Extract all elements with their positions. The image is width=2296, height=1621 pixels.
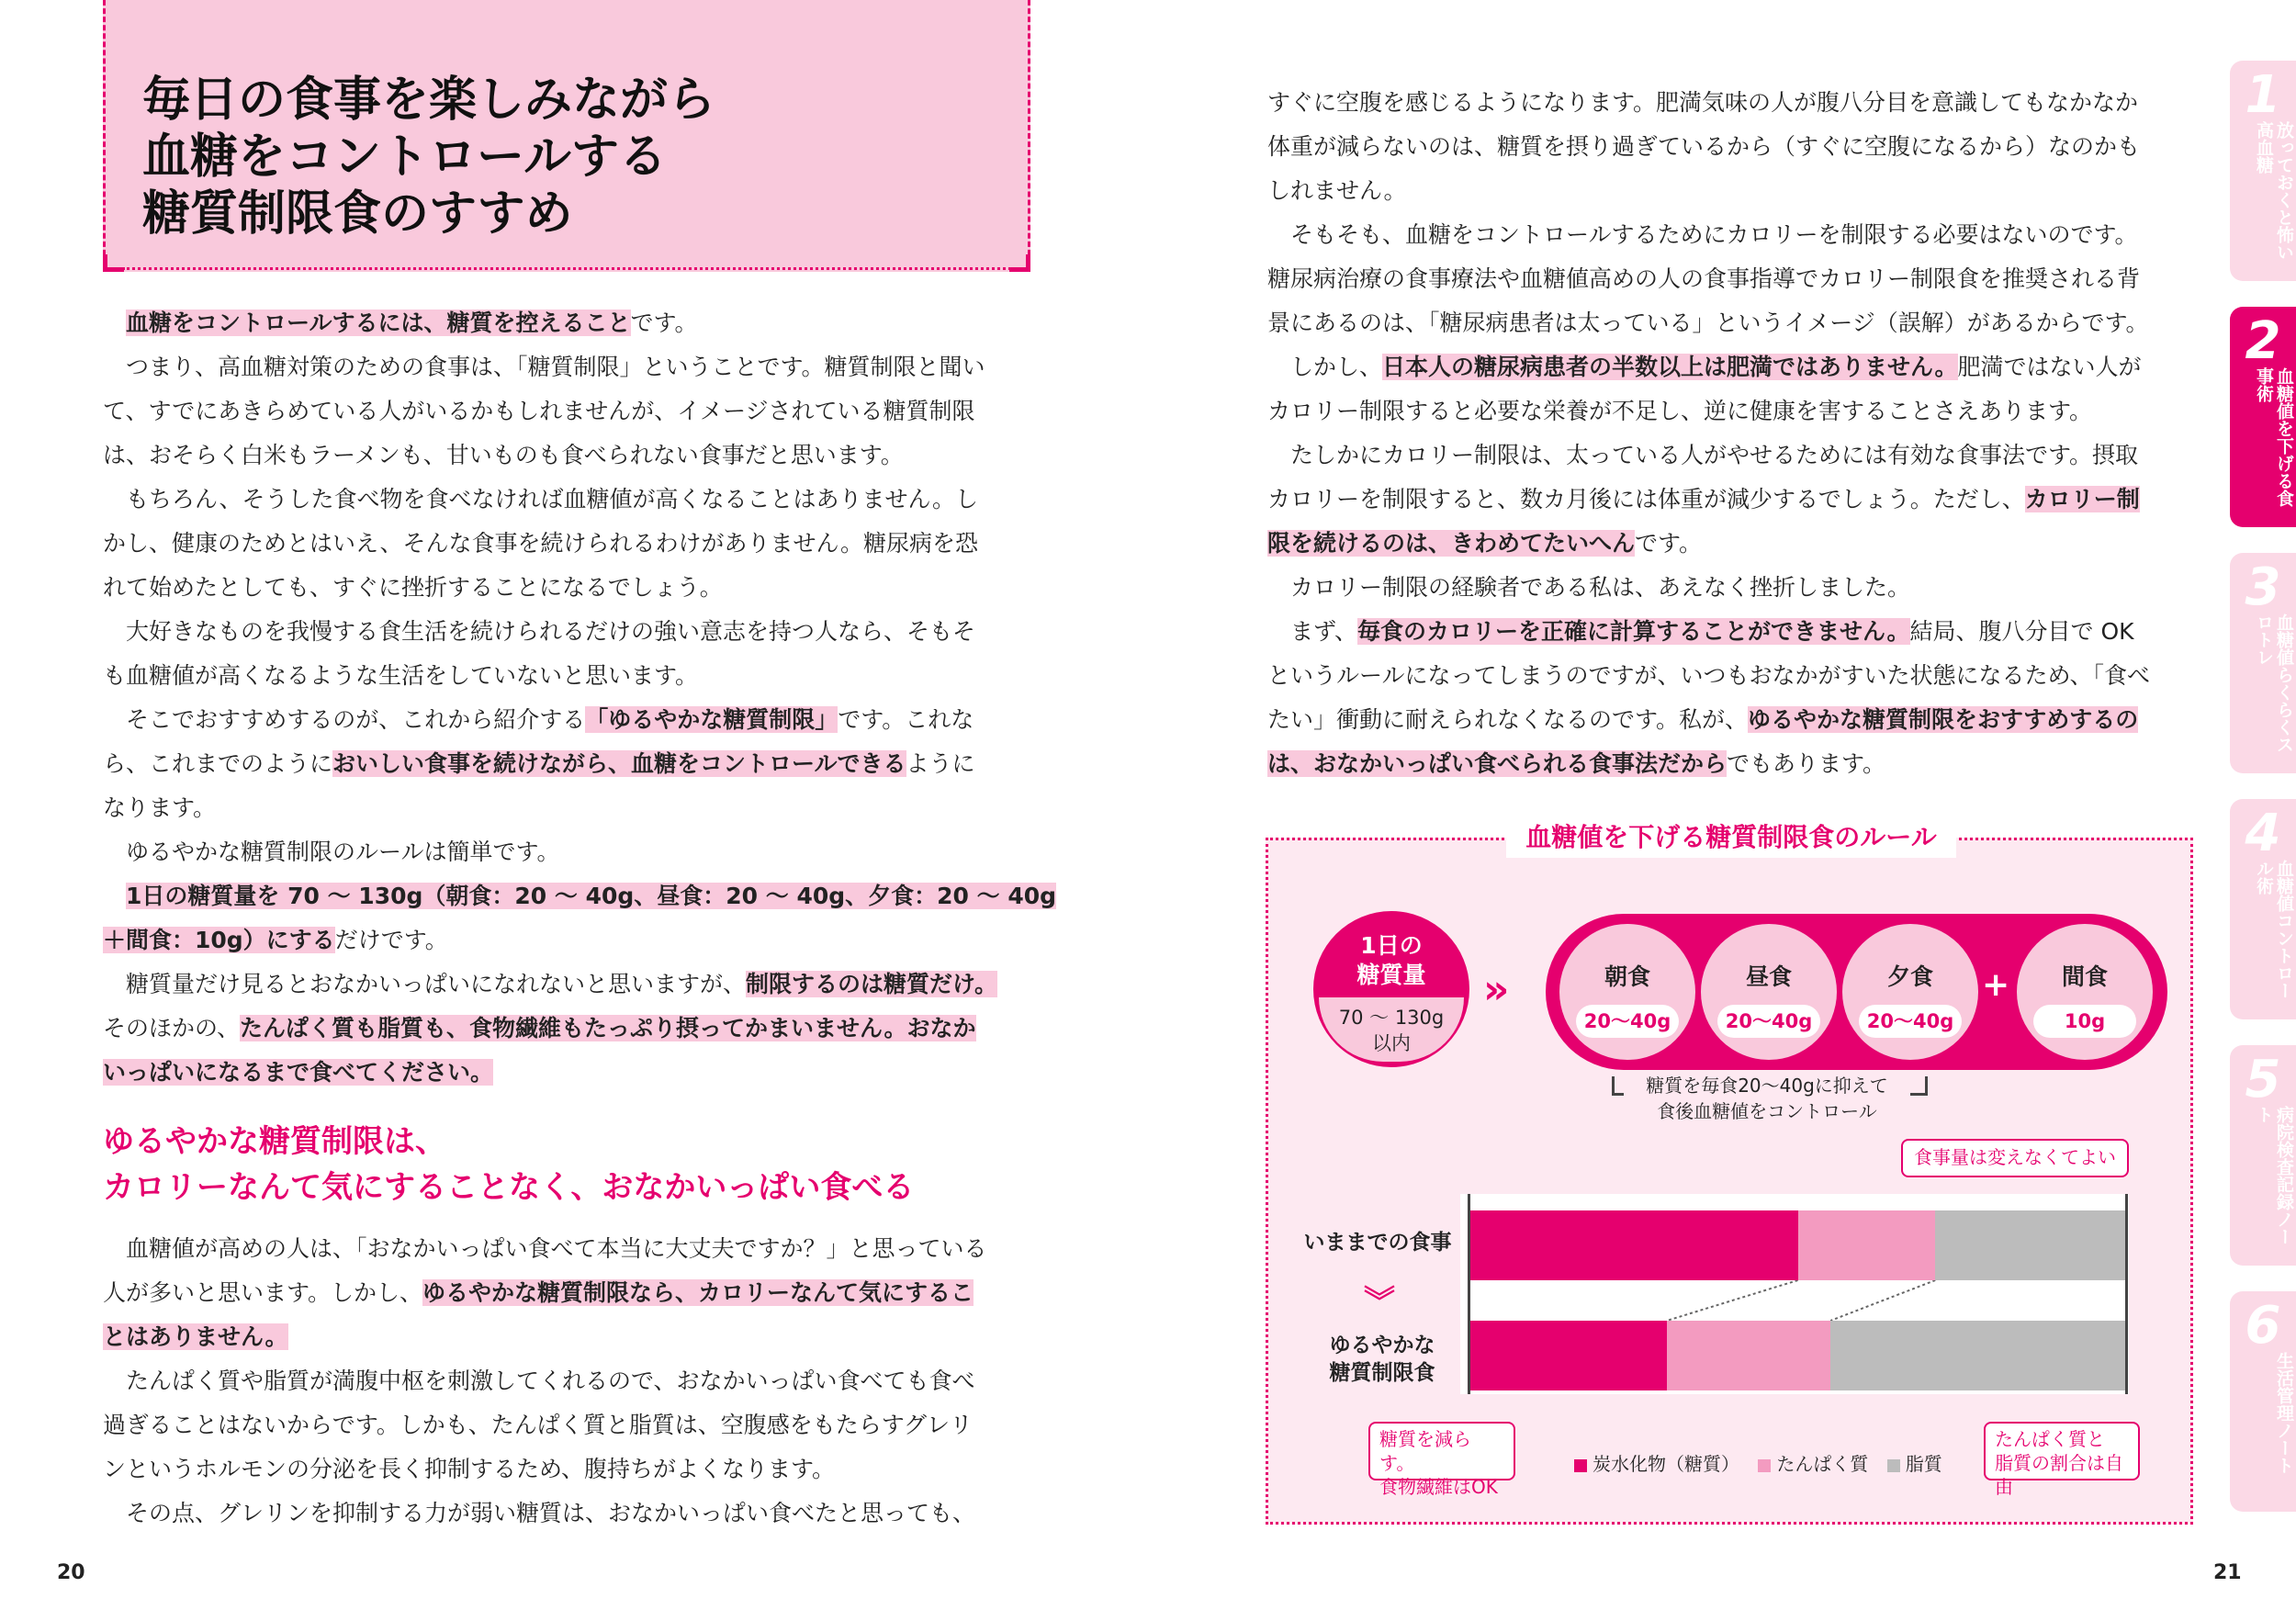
meal-lunch <box>1701 924 1837 1060</box>
paragraph-cont <box>1267 698 2195 742</box>
text: たしかにカロリー制限は、太っている人がやせるためには有効な食事法です。摂取 <box>1290 442 2139 468</box>
text: たい」衝動に耐えられなくなるのです。私が、 <box>1267 706 1749 733</box>
text: 血糖値が高めの人は、「おなかいっぱい食べて本当に大丈夫ですか？」と思っている <box>126 1235 987 1262</box>
tab-number: 2 <box>2245 311 2281 371</box>
paragraph <box>103 962 1030 1007</box>
highlight: いっぱいになるまで食べてください。 <box>103 1059 494 1086</box>
text: ンというホルモンの分泌を長く抑制するため、腹持ちがよくなります。 <box>103 1456 836 1482</box>
text: 糖質量だけ見るとおなかいっぱいになれないと思いますが、 <box>126 971 747 997</box>
page-number-right: 21 <box>2213 1561 2242 1584</box>
paragraph-cont <box>1267 654 2195 698</box>
highlight: ゆるやかな糖質制限なら、カロリーなんて気にするこ <box>422 1279 974 1306</box>
paragraph-cont <box>1267 742 2195 786</box>
paragraph-cont <box>1267 169 2195 213</box>
text: れて始めたとしても、すぐに挫折することになるでしょう。 <box>103 574 723 601</box>
tab-number: 1 <box>2245 65 2281 125</box>
text: その点、グレリンを抑制する力が弱い糖質は、おなかいっぱい食べたと思っても、 <box>126 1500 976 1526</box>
category-label-line: 糖質制限食 <box>1329 1361 1435 1385</box>
tab-number: 4 <box>2245 804 2281 863</box>
paragraph <box>103 698 1030 742</box>
meal-name: 昼食 <box>1745 963 1792 990</box>
text: カロリー制限の経験者である私は、あえなく挫折しました。 <box>1290 574 1911 601</box>
paragraph-cont <box>103 389 1030 433</box>
paragraph-cont <box>1267 125 2195 169</box>
title-line: 血糖をコントロールする <box>142 129 667 185</box>
callout-line: 食物繊維はOK <box>1379 1476 1498 1498</box>
tab-label: 血糖値らくらくスロトレ <box>2254 614 2294 753</box>
meal-amount: 20〜40g <box>1859 1005 1962 1038</box>
highlight: 限を続けるのは、きわめてたいへん <box>1267 530 1636 557</box>
paragraph <box>103 345 1030 389</box>
paragraph-cont <box>103 654 1030 698</box>
text: ゆるやかな糖質制限のルールは簡単です。 <box>126 839 560 865</box>
paragraph <box>1267 345 2195 389</box>
text: 大好きなものを我慢する食生活を続けられるだけの強い意志を持つ人なら、そもそ <box>126 618 976 645</box>
title-corner-right <box>1009 254 1030 272</box>
paragraph-cont <box>103 786 1030 830</box>
paragraph-cont <box>103 522 1030 566</box>
tab-label: 病院検査記録ノート <box>2254 1106 2294 1245</box>
title-corner-left <box>103 254 124 272</box>
text: かし、健康のためとはいえ、そんな食事を続けられるわけがありません。糖尿病を恐 <box>103 530 979 557</box>
chapter-tab-3[interactable] <box>2230 553 2296 773</box>
paragraph <box>103 1227 1030 1271</box>
bar-segment-protein <box>1667 1321 1830 1390</box>
paragraph-cont <box>103 1271 1030 1315</box>
text: 糖尿病治療の食事療法や血糖値高めの人の食事指導でカロリー制限食を推奨される背 <box>1267 265 2141 292</box>
title-line: 糖質制限食のすすめ <box>142 186 573 242</box>
paragraph-cont <box>103 1007 1030 1051</box>
paragraph-cont <box>1267 522 2195 566</box>
meal-name: 夕食 <box>1886 963 1933 990</box>
daily-carb-circle <box>1313 911 1469 1067</box>
legend-label: 脂質 <box>1905 1453 1942 1475</box>
tab-number: 6 <box>2245 1296 2281 1356</box>
double-chevron-right-icon: » <box>1483 966 1510 1013</box>
left-column <box>103 301 1057 1095</box>
paragraph-cont <box>103 1315 1030 1359</box>
text: 人が多いと思います。しかし、 <box>103 1279 423 1306</box>
chapter-tab-6[interactable] <box>2230 1291 2296 1512</box>
text: ら、これまでのように <box>103 750 333 777</box>
text: というルールになってしまうのですが、いつもおなかがすいた状態になるため、「食べ <box>1267 662 2151 689</box>
bar-segment-fat <box>1830 1321 2125 1390</box>
paragraph <box>103 874 1057 918</box>
meal-name: 間食 <box>2061 963 2108 990</box>
paragraph-cont <box>103 1447 1030 1492</box>
chapter-tab-2[interactable] <box>2230 307 2296 527</box>
paragraph <box>103 478 1030 522</box>
chart-legend <box>1561 1449 1942 1476</box>
meal-note <box>1561 1073 1973 1124</box>
tab-number: 3 <box>2245 557 2281 617</box>
title-line: 毎日の食事を楽しみながら <box>142 73 716 128</box>
callout-protein-fat <box>1984 1422 2140 1498</box>
callout-line: 糖質を減らす。 <box>1379 1428 1471 1474</box>
paragraph-cont <box>103 1051 1030 1095</box>
paragraph-cont <box>103 742 1030 786</box>
paragraph-cont <box>103 1403 1030 1447</box>
daily-label-line: 糖質量 <box>1356 962 1426 988</box>
meal-dinner <box>1842 924 1978 1060</box>
highlight: 血糖をコントロールするには、糖質を控えること <box>126 310 631 336</box>
paragraph-cont <box>1267 389 2195 433</box>
meal-amount: 10g <box>2033 1005 2136 1038</box>
page-title <box>142 72 715 242</box>
highlight: は、おなかいっぱい食べられる食事法だから <box>1267 750 1728 777</box>
text: です。 <box>630 310 698 336</box>
tab-label: 血糖値コントロール術 <box>2254 860 2294 999</box>
paragraph <box>1267 213 2195 257</box>
text: ように <box>906 750 975 777</box>
double-chevron-down-icon: ︾ <box>1364 1284 1395 1321</box>
paragraph-cont <box>103 918 1030 962</box>
highlight: 「ゆるやかな糖質制限」 <box>585 706 838 733</box>
subheading-line: ゆるやかな糖質制限は、 <box>103 1123 446 1160</box>
text: すぐに空腹を感じるようになります。肥満気味の人が腹八分目を意識してもなかなか <box>1267 89 2139 116</box>
text: もちろん、そうした食べ物を食べなければ血糖値が高くなることはありません。し <box>126 486 979 512</box>
text: そこでおすすめするのが、これから紹介する <box>126 706 586 733</box>
text: 過ぎることはないからです。しかも、たんぱく質と脂質は、空腹感をもたらすグレリ <box>103 1412 974 1438</box>
daily-value-line: 以内 <box>1372 1032 1411 1054</box>
text: 体重が減らないのは、糖質を摂り過ぎているから（すぐに空腹になるから）なのかも <box>1267 133 2141 160</box>
highlight: おいしい食事を続けながら、血糖をコントロールできる <box>332 750 906 777</box>
chapter-tab-4[interactable] <box>2230 799 2296 1019</box>
paragraph <box>103 301 1030 345</box>
title-dotted-rule <box>122 267 1011 270</box>
section-subheading <box>103 1119 914 1210</box>
paragraph <box>1267 566 2195 610</box>
highlight: ゆるやかな糖質制限をおすすめするの <box>1748 706 2139 733</box>
text: そもそも、血糖をコントロールするためにカロリーを制限する必要はないのです。 <box>1290 221 2138 248</box>
tab-number: 5 <box>2245 1050 2281 1109</box>
paragraph-cont <box>1267 257 2195 301</box>
highlight: とはありません。 <box>103 1323 288 1350</box>
text: て、すでにあきらめている人がいるかもしれませんが、イメージされている糖質制限 <box>103 398 975 424</box>
text: 景にあるのは、「糖尿病患者は太っている」というイメージ（誤解）があるからです。 <box>1267 310 2149 336</box>
chapter-tab-1[interactable] <box>2230 61 2296 281</box>
bar-segment-fat <box>1935 1210 2125 1280</box>
tab-label: 生活管理ノート <box>2274 1352 2294 1474</box>
text: は、おそらく白米もラーメンも、甘いものも食べられない食事だと思います。 <box>103 442 904 468</box>
text: も血糖値が高くなるような生活をしていないと思います。 <box>103 662 699 689</box>
highlight: 制限するのは糖質だけ。 <box>746 971 998 997</box>
category-label-new <box>1304 1332 1460 1387</box>
tab-label: 血糖値を下げる食事術 <box>2254 367 2294 507</box>
plus-icon: + <box>1982 966 2010 1004</box>
legend-swatch-fat <box>1887 1459 1900 1472</box>
subheading-line: カロリーなんて気にすることなく、おなかいっぱい食べる <box>103 1169 915 1206</box>
bar-segment-carb <box>1470 1210 1798 1280</box>
text: しれません。 <box>1267 177 1407 204</box>
paragraph <box>103 610 1030 654</box>
highlight: たんぱく質も脂質も、食物繊維もたっぷり摂ってかまいません。おなか <box>240 1015 976 1041</box>
text: つまり、高血糖対策のための食事は、「糖質制限」ということです。糖質制限と聞い <box>126 354 985 380</box>
legend-label: たんぱく質 <box>1776 1453 1869 1475</box>
title-box <box>103 0 1030 272</box>
text: カロリーを制限すると、数カ月後には体重が減少するでしょう。ただし、 <box>1267 486 2025 512</box>
daily-label <box>1313 931 1469 990</box>
highlight: 毎食のカロリーを正確に計算することができません。 <box>1357 618 1910 645</box>
text: です。これな <box>838 706 974 733</box>
left-column-2 <box>103 1227 1030 1536</box>
paragraph-cont <box>103 566 1030 610</box>
paragraph-cont <box>1267 301 2195 345</box>
highlight: 1日の糖質量を 70 〜 130g（朝食：20 〜 40g、昼食：20 〜 40g、夕食：20 〜 40g <box>126 883 1057 909</box>
text: しかし、 <box>1290 354 1383 380</box>
daily-label-line: 1日の <box>1360 932 1423 959</box>
text: そのほかの、 <box>103 1015 241 1041</box>
paragraph <box>1267 610 2195 654</box>
paragraph-cont <box>1267 478 2195 522</box>
highlight: 日本人の糖尿病患者の半数以上は肥満ではありません。 <box>1382 354 1958 380</box>
connector-line <box>1667 1280 1798 1321</box>
callout-carb <box>1368 1422 1515 1498</box>
text: なります。 <box>103 794 217 821</box>
text: カロリー制限すると必要な栄養が不足し、逆に健康を害することさえあります。 <box>1267 398 2093 424</box>
callout-line: たんぱく質と <box>1995 1428 2105 1450</box>
legend-swatch-protein <box>1758 1459 1771 1472</box>
callout-line: 脂質の割合は自由 <box>1995 1452 2123 1498</box>
highlight: ＋間食：10g）にする <box>103 927 335 953</box>
note-line: 食後血糖値をコントロール <box>1657 1100 1877 1122</box>
text: だけです。 <box>334 927 448 953</box>
category-label-current: いままでの食事 <box>1303 1231 1452 1255</box>
text: 結局、腹八分目で OK <box>1909 618 2134 645</box>
callout-meal-amount: 食事量は変えなくてよい <box>1901 1139 2129 1177</box>
paragraph-cont <box>1267 81 2195 125</box>
daily-value <box>1319 997 1464 1062</box>
bar-segment-protein <box>1798 1210 1936 1280</box>
right-column <box>1267 81 2195 786</box>
legend-label: 炭水化物（糖質） <box>1593 1453 1739 1475</box>
meal-amount: 20〜40g <box>1717 1005 1820 1038</box>
paragraph <box>1267 433 2195 478</box>
bar-segment-carb <box>1470 1321 1667 1390</box>
text: でもあります。 <box>1727 750 1886 777</box>
daily-value-line: 70 〜 130g <box>1338 1007 1445 1029</box>
meal-name: 朝食 <box>1604 963 1650 990</box>
text: です。 <box>1635 530 1703 557</box>
rules-title: 血糖値を下げる糖質制限食のルール <box>1506 817 1956 858</box>
paragraph <box>103 1492 1030 1536</box>
meal-breakfast <box>1559 924 1695 1060</box>
legend-swatch-carb <box>1574 1459 1587 1472</box>
paragraph <box>103 1359 1030 1403</box>
connector-line <box>1830 1280 1935 1321</box>
text: まず、 <box>1290 618 1358 645</box>
meal-amount: 20〜40g <box>1576 1005 1679 1038</box>
paragraph <box>103 830 1030 874</box>
page-number-left: 20 <box>57 1561 85 1584</box>
chapter-tab-5[interactable] <box>2230 1045 2296 1266</box>
note-line: 糖質を毎食20〜40gに抑えて <box>1646 1075 1888 1097</box>
text: たんぱく質や脂質が満腹中枢を刺激してくれるので、おなかいっぱい食べても食べ <box>126 1368 975 1394</box>
highlight: カロリー制 <box>2024 486 2140 512</box>
text: 肥満ではない人が <box>1957 354 2142 380</box>
tab-label: 放っておくと怖い高血糖 <box>2254 121 2294 261</box>
paragraph-cont <box>103 433 1030 478</box>
category-label-line: ゆるやかな <box>1329 1334 1435 1357</box>
meal-snack <box>2017 924 2153 1060</box>
